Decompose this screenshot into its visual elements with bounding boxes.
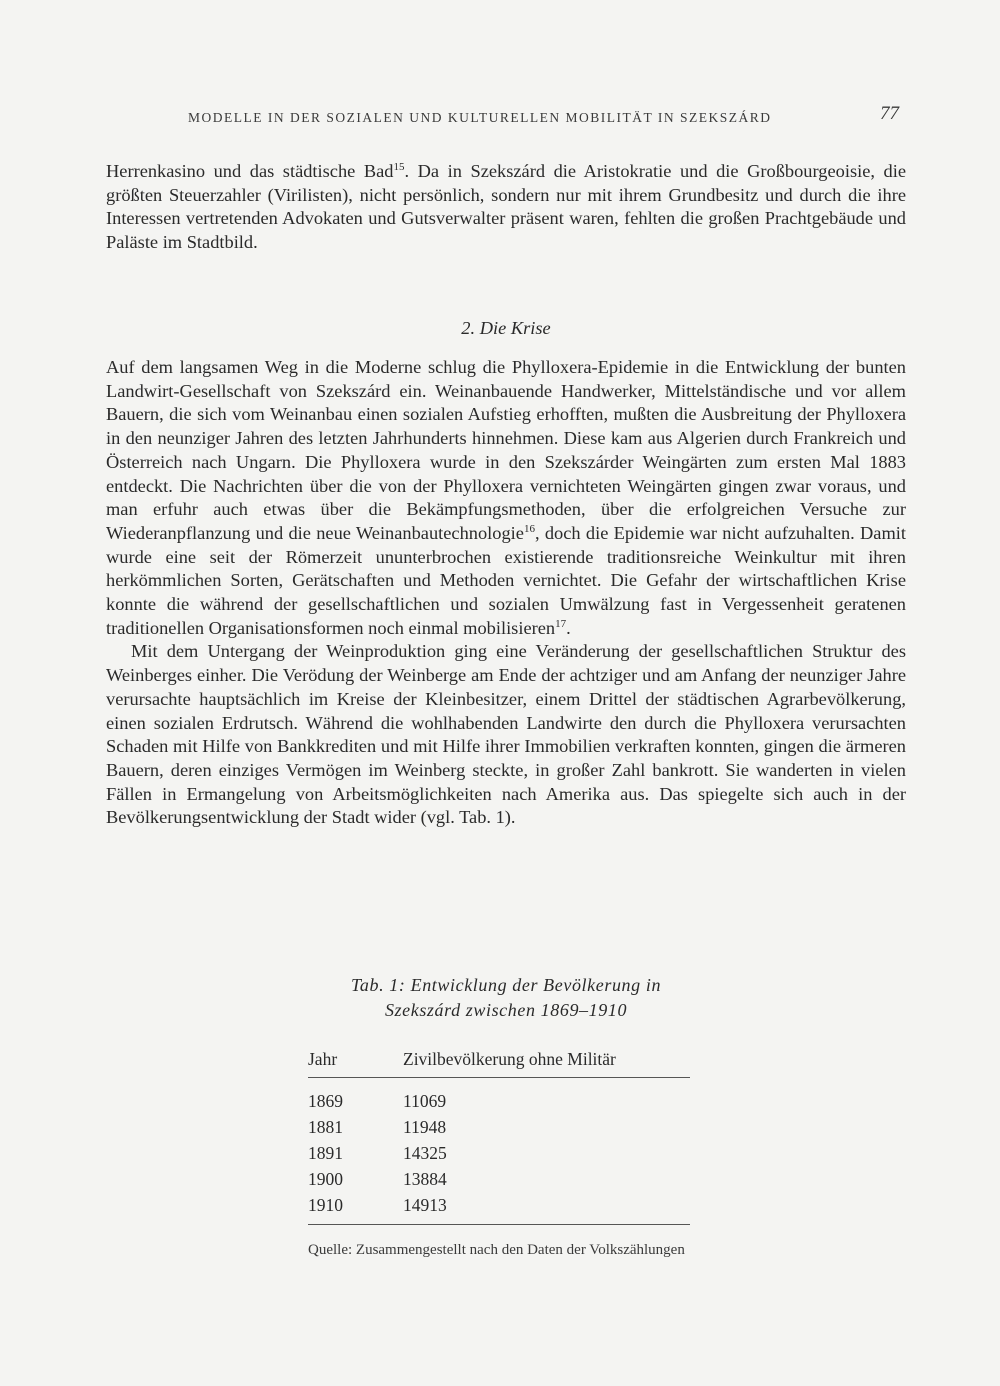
footnote-ref-15[interactable]: 15 — [393, 160, 405, 173]
section-body — [106, 356, 906, 830]
caption-line: Szekszárd zwischen 1869–1910 — [384, 1000, 628, 1020]
table-row — [308, 1166, 690, 1192]
table-source-note: Quelle: Zusammengestellt nach den Daten der Volkszählungen — [308, 1242, 685, 1258]
section-heading: 2. Die Krise — [461, 318, 551, 338]
intro-paragraph — [106, 160, 906, 255]
paragraph-text: . — [566, 617, 571, 638]
column-header-year: Jahr — [308, 1047, 403, 1078]
year-cell: 1900 — [308, 1168, 343, 1189]
paragraph-text: , doch die Epidemie war nicht aufzuhalten. Damit wurde eine seit der Römerzeit ununterbrochen existierende traditionsreiche Weinkultur mit ihren herkömmlichen Sorten, Gerätschaften und Methoden vernichtet. Die Gefahr der wirtschaftlichen Krise konnte die während der gesellschaftlichen und sozialen Umwälzung fast in Vergessenheit geratenen traditionellen Organisationsformen noch einmal mobilisieren — [106, 522, 906, 638]
table-row — [308, 1140, 690, 1166]
population-cell: 13884 — [403, 1168, 447, 1189]
year-cell: 1881 — [308, 1116, 343, 1137]
year-cell: 1869 — [308, 1090, 343, 1111]
paragraph-text: Herrenkasino und das städtische Bad — [106, 161, 394, 181]
population-table — [308, 1047, 690, 1225]
table-row — [308, 1078, 690, 1115]
year-cell: 1910 — [308, 1192, 403, 1225]
caption-line: Tab. 1: Entwicklung der Bevölkerung in — [350, 975, 662, 995]
population-cell: 14325 — [403, 1142, 447, 1163]
population-cell: 11948 — [403, 1116, 447, 1137]
table-caption — [106, 973, 906, 1023]
paragraph — [106, 160, 906, 255]
paragraph: Mit dem Untergang der Weinproduktion ging eine Veränderung der gesellschaftlichen Struktur des Weinberges einher. Die Verödung der Weinberge am Ende der achtziger und am Anfang der neunziger Jahre verursachte hauptsächlich im Kreise der Kleinbesitzer, einem Drittel der städtischen Agrarbevölkerung, einen sozialen Erdrutsch. Während die wohlhabenden Landwirte den durch die Phylloxera verursachten Schaden mit Hilfe von Bankkrediten und mit Hilfe ihrer Immobilien verkraften konnten, gingen die ärmeren Bauern, deren einziges Vermögen im Weinberg steckte, in großer Zahl bankrott. Sie wanderten in vielen Fällen in Ermangelung von Arbeitsmöglichkeiten nach Amerika aus. Das spiegelte sich auch in der Bevölkerungsentwicklung der Stadt wider (vgl. Tab. 1). — [106, 641, 906, 828]
page-number: 77 — [880, 103, 899, 124]
table-header-row — [308, 1047, 690, 1078]
running-header: MODELLE IN DER SOZIALEN UND KULTURELLEN MOBILITÄT IN SZEKSZÁRD — [188, 110, 772, 125]
paragraph-text: . Da in Szekszárd die Aristokratie und die Großbourgeoisie, die größten Steuerzahler (Virilisten), nicht persönlich, sondern nur mit ihrem Grundbesitz und durch die ihre Interessen vertretenden Advokaten und Gutsverwalter präsent waren, fehlten die großen Prachtgebäude und Paläste im Stadtbild. — [106, 161, 906, 253]
year-cell: 1891 — [308, 1142, 343, 1163]
paragraph-text: Auf dem langsamen Weg in die Moderne schlug die Phylloxera-Epidemie in die Entwicklung der bunten Landwirt-Gesellschaft von Szekszárd ein. Weinanbauende Handwerker, Mittelständische und vor allem Bauern, die sich vom Weinanbau einen sozialen Aufstieg erhofften, mußten die Ausbreitung der Phylloxera in den neunziger Jahren des letzten Jahrhunderts hinnehmen. Diese kam aus Algerien durch Frankreich und Österreich nach Ungarn. Die Phylloxera wurde in den Szekszárder Weingärten zum ersten Mal 1883 entdeckt. Die Nachrichten über die von der Phylloxera vernichteten Weingärten gingen zwar voraus, und man erfuhr auch etwas über die Bekämpfungsmethoden, über die erfolgreichen Versuche zur Wiederanpflanzung und die neue Weinanbautechnologie — [106, 357, 906, 543]
table-row — [308, 1192, 690, 1225]
population-cell: 11069 — [403, 1090, 447, 1111]
column-header-population: Zivilbevölkerung ohne Militär — [403, 1047, 690, 1078]
population-cell: 14913 — [403, 1192, 690, 1225]
footnote-ref-17[interactable]: 17 — [555, 617, 567, 630]
table-row — [308, 1114, 690, 1140]
paragraph — [106, 356, 906, 640]
footnote-ref-16[interactable]: 16 — [523, 522, 535, 535]
